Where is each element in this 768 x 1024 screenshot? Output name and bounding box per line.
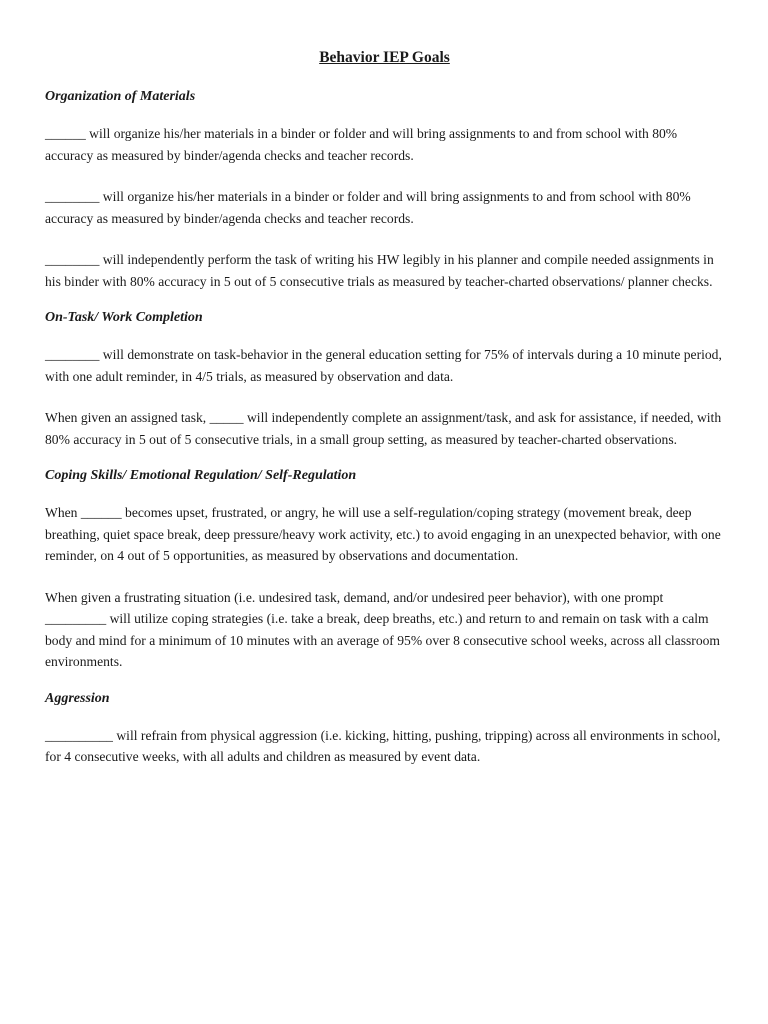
section-heading: On-Task/ Work Completion xyxy=(45,310,203,325)
section-organization-of-materials xyxy=(45,88,724,292)
section-heading: Organization of Materials xyxy=(45,89,196,104)
goal-paragraph: __________ will refrain from physical aggression (i.e. kicking, hitting, pushing, tripping) across all environments in school, for 4 consecutive weeks, with all adults and children as measured by event data. xyxy=(45,727,721,764)
section-aggression xyxy=(45,690,724,768)
section-on-task-work-completion xyxy=(45,309,724,450)
document-title: Behavior IEP Goals xyxy=(319,49,450,66)
goal-paragraph: When given a frustrating situation (i.e. undesired task, demand, and/or undesired peer behavior), with one prompt _________ will utilize coping strategies (i.e. take a break, deep breaths, etc.) and return to and remain on task with a calm body and mind for a minimum of 10 minutes with an average of 95% over 8 consecutive school weeks, across all classroom environments. xyxy=(45,589,720,669)
goal-paragraph: ________ will demonstrate on task-behavior in the general education setting for 75% of intervals during a 10 minute period, with one adult reminder, in 4/5 trials, as measured by observation and data. xyxy=(45,347,722,384)
goal-paragraph: ______ will organize his/her materials in a binder or folder and will bring assignments to and from school with 80% accuracy as measured by binder/agenda checks and teacher records. xyxy=(45,126,678,163)
section-coping-skills xyxy=(45,467,724,673)
section-heading: Aggression xyxy=(45,690,110,706)
goal-paragraph: When ______ becomes upset, frustrated, or angry, he will use a self-regulation/coping strategy (movement break, deep breathing, quiet space break, deep pressure/heavy work activity, etc.) to avoid engaging in an unexpected behavior, with one reminder, on 4 out of 5 opportunities, as measured by observations and documentation. xyxy=(45,505,721,563)
goal-paragraph: ________ will independently perform the task of writing his HW legibly in his planner and compile needed assignments in his binder with 80% accuracy in 5 out of 5 consecutive trials as measured by teacher-charted observations/ planner checks. xyxy=(45,252,714,289)
section-heading: Coping Skills/ Emotional Regulation/ Self-Regulation xyxy=(45,468,357,483)
goal-paragraph: When given an assigned task, _____ will independently complete an assignment/task, and ask for assistance, if needed, with 80% accuracy in 5 out of 5 consecutive trials, in a small group setting, as measured by teacher-charted observations. xyxy=(45,410,722,447)
goal-paragraph: ________ will organize his/her materials in a binder or folder and will bring assignments to and from school with 80% accuracy as measured by binder/agenda checks and teacher records. xyxy=(45,189,691,226)
